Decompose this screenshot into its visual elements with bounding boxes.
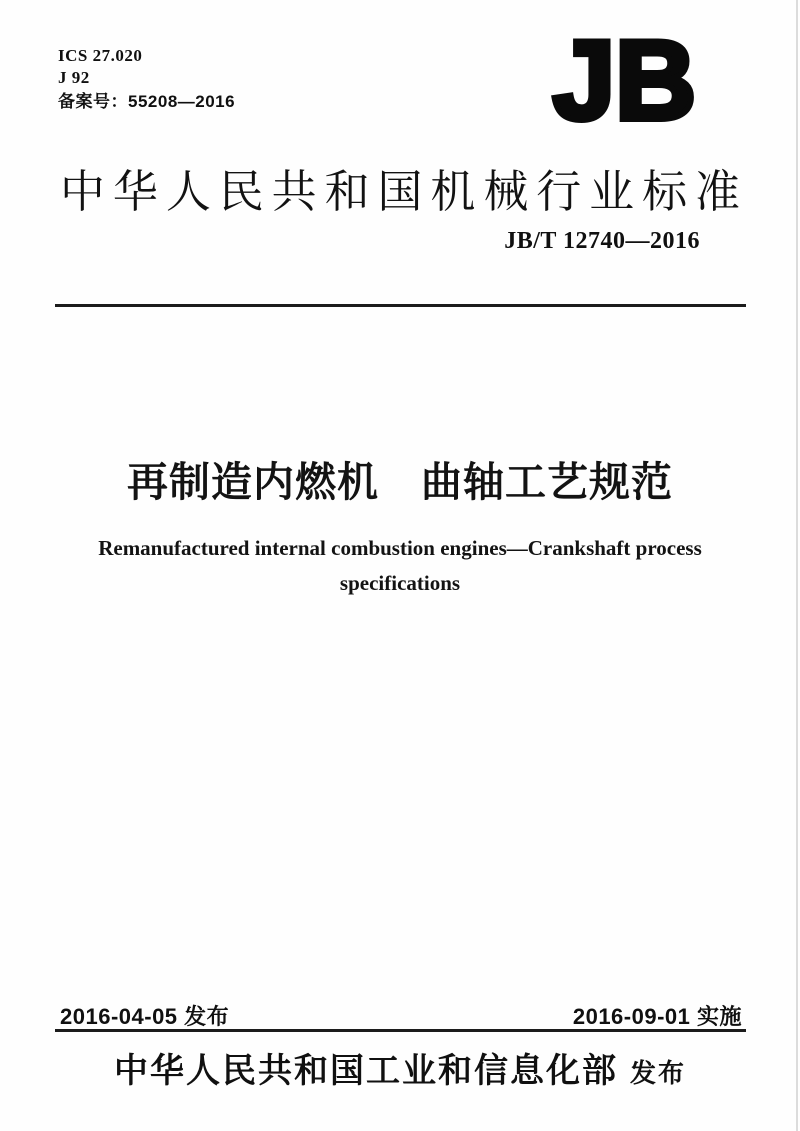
ics-code: ICS 27.020	[58, 46, 143, 65]
page-edge-shadow	[796, 0, 798, 1131]
footer-rule	[55, 1029, 746, 1032]
document-title-en	[0, 531, 800, 601]
document-title-cn: 再制造内燃机 曲轴工艺规范	[127, 459, 673, 505]
document-title-en-line1: Remanufactured internal combustion engines—Crankshaft process	[98, 536, 702, 560]
publisher-row	[0, 1043, 800, 1092]
publisher-name: 中华人民共和国工业和信息化部	[113, 1052, 618, 1090]
standard-number: JB/T 12740—2016	[504, 228, 700, 254]
issue-date: 2016-04-05 发布	[60, 1004, 230, 1029]
publisher-action: 发布	[629, 1058, 686, 1088]
header-rule	[55, 304, 746, 307]
classification-code: J 92	[58, 68, 90, 87]
header-meta-block	[58, 45, 235, 114]
standard-org-title: 中华人民共和国机械行业标准	[60, 166, 740, 217]
jb-logo: JB	[552, 18, 696, 143]
implementation-date: 2016-09-01 实施	[572, 1004, 742, 1029]
dates-row	[60, 1000, 742, 1031]
document-title-en-line2: specifications	[339, 571, 461, 595]
record-number: 备案号：55208—2016	[58, 92, 236, 111]
